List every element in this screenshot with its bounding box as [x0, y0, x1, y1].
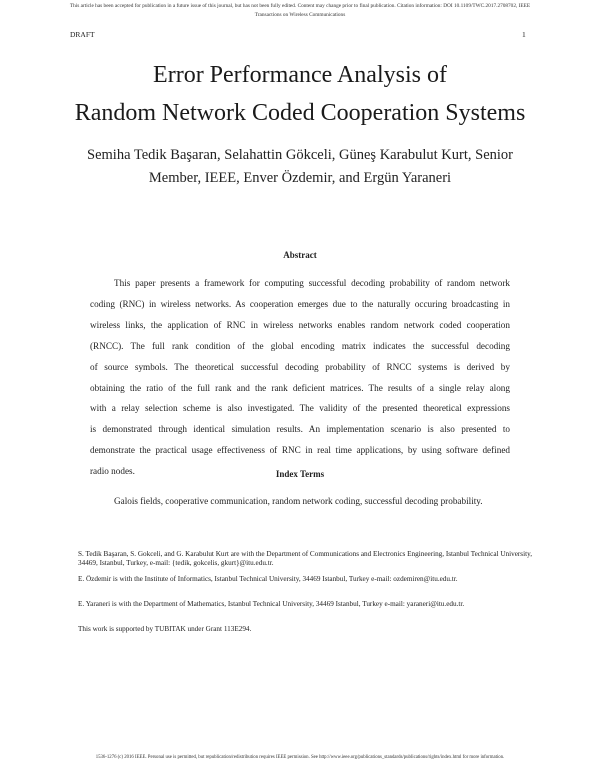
abstract-line: coding (RNC) in wireless networks. As cooperation emerges due to the naturally occuring broadcasting in — [90, 298, 510, 309]
index-terms: Galois fields, cooperative communication, random network coding, successful decoding probability. — [114, 496, 483, 506]
notice-line: This article has been accepted for publication in a future issue of this journal, but has not been fully edited. Content may change prior to final publication. Citation information: DOI 10.1109/TWC.2017.2708702, IEEE — [69, 3, 531, 9]
footnote-text: E. Özdemir is with the Institute of Informatics, Istanbul Technical University, 34469 Istanbul, Turkey e-mail: ozdemiren@itu.edu.tr. — [78, 575, 458, 583]
title-line: Random Network Coded Cooperation Systems — [74, 100, 526, 126]
author-list — [60, 144, 540, 190]
paper-title — [0, 56, 600, 132]
abstract-heading: Abstract — [283, 250, 317, 260]
abstract-line: is demonstrated through identical simulation results. An implementation scenario is also presented to — [90, 424, 510, 435]
abstract-line: (RNCC). The full rank condition of the global encoding matrix indicates the successful decoding — [90, 340, 510, 351]
author-line: Semiha Tedik Başaran, Selahattin Gökceli, Güneş Karabulut Kurt, Senior — [87, 147, 513, 163]
author-line: Member, IEEE, Enver Özdemir, and Ergün Yaraneri — [148, 170, 452, 186]
abstract-line: with a relay selection scheme is also investigated. The validity of the presented theoretical expressions — [90, 403, 510, 414]
title-line: Error Performance Analysis of — [153, 62, 447, 88]
footnote-text: E. Yaraneri is with the Department of Mathematics, Istanbul Technical University, 34469 Istanbul, Turkey e-mail: yaraneri@itu.edu.tr. — [78, 600, 465, 608]
abstract-line: obtaining the ratio of the full rank and the rank deficient matrices. The results of a single relay along — [90, 382, 510, 393]
footnote-affiliation-3 — [68, 600, 532, 609]
copyright-footer: 1536-1276 (c) 2016 IEEE. Personal use is permitted, but republication/redistribution requires IEEE permission. See http://www.ieee.org/publications_standards/publications/rights/index.html for more information. — [95, 755, 505, 760]
index-terms-heading: Index Terms — [275, 469, 325, 479]
page-number: 1 — [522, 30, 526, 39]
footnote-affiliation-2 — [68, 575, 532, 584]
footnote-affiliation-1 — [68, 550, 532, 568]
publication-notice — [0, 2, 600, 20]
abstract-line: This paper presents a framework for computing successful decoding probability of random network — [114, 278, 510, 288]
abstract-line: of source symbols. The theoretical successful decoding probability of RNCC systems is derived by — [90, 361, 510, 372]
notice-line: Transactions on Wireless Communications — [254, 12, 346, 18]
abstract-line: wireless links, the application of RNC in wireless networks enables random network coded cooperation — [90, 319, 510, 330]
abstract-line: demonstrate the practical usage effectiveness of RNC in real time applications, by using software defined — [90, 445, 510, 456]
footnote-text: S. Tedik Başaran, S. Gokceli, and G. Karabulut Kurt are with the Department of Communications and Electronics Engineering, Istanbul Technical University, 34469, Istanbul, Turkey, e-mail: {tedik, gokcelis, gkurt}@itu.edu.tr. — [78, 550, 532, 567]
footnote-funding — [68, 625, 532, 634]
abstract-line: radio nodes. — [90, 466, 135, 477]
running-head: DRAFT — [70, 30, 95, 39]
footnote-text: This work is supported by TUBITAK under Grant 113E294. — [78, 625, 252, 633]
